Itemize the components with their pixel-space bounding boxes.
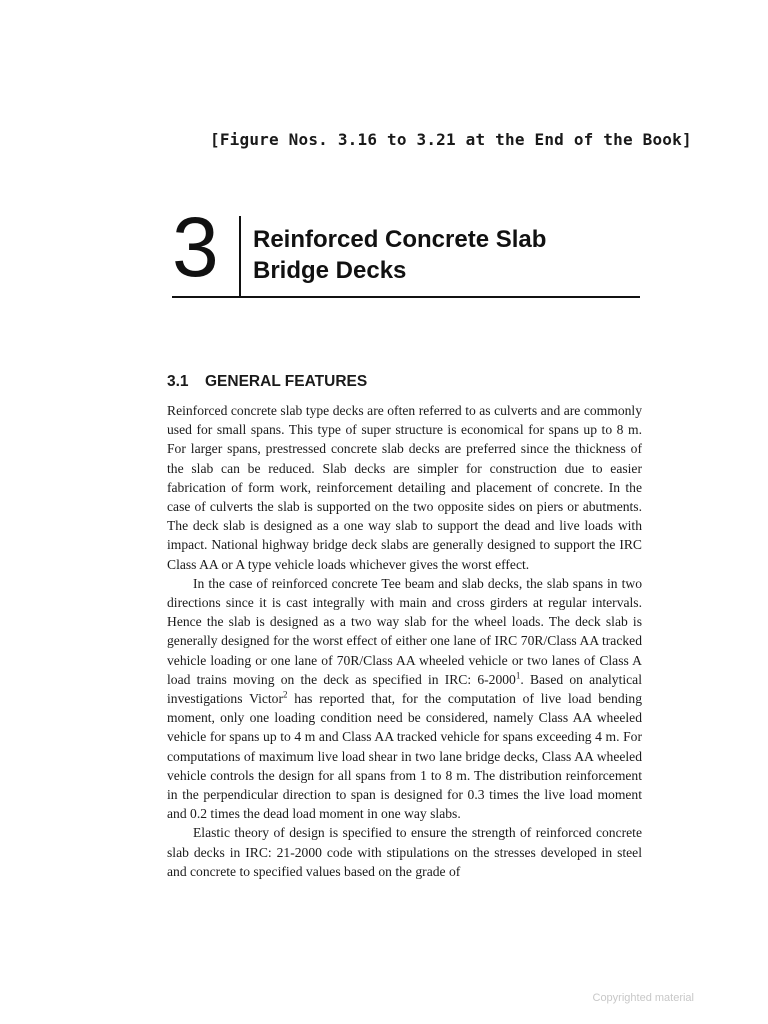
section-heading — [167, 373, 367, 391]
chapter-header — [172, 200, 640, 296]
section-title: GENERAL FEATURES — [205, 373, 368, 390]
copyright-watermark: Copyrighted material — [592, 992, 694, 1004]
paragraph-2-part-b: . Based on analytical investigations Victor — [167, 671, 642, 707]
chapter-number: 3 — [172, 200, 219, 294]
chapter-title-line-1: Reinforced Concrete Slab — [253, 226, 547, 253]
figure-reference-note: [Figure Nos. 3.16 to 3.21 at the End of the Book] — [210, 130, 692, 149]
paragraph-2-part-c: has reported that, for the computation of live load bending moment, only one loading condition need be considered, namely Class AA wheeled vehicle for spans up to 4 m and Class AA tracked vehicle for spans exceeding 4 m. For computations of maximum live load shear in two lane bridge decks, Class AA wheeled vehicle controls the design for all spans from 1 to 8 m. The distribution reinforcement in the perpendicular direction to span is designed for 0.3 times the live load moment and 0.2 times the dead load moment in one way slabs. — [167, 691, 642, 822]
chapter-title-line-2: Bridge Decks — [253, 257, 407, 284]
paragraph-2 — [167, 574, 642, 824]
paragraph-3: Elastic theory of design is specified to ensure the strength of reinforced concrete slab decks in IRC: 21-2000 code with stipulations on the stresses developed in steel and concrete to specified values based on the grade of — [167, 825, 642, 879]
paragraph-2-part-a: In the case of reinforced concrete Tee beam and slab decks, the slab spans in two directions since it is cast integrally with main and cross girders at regular intervals. Hence the slab is designed as a two way slab for the wheel loads. The deck slab is generally designed for the worst effect of either one lane of IRC 70R/Class AA tracked vehicle loading or one lane of 70R/Class AA wheeled vehicle or two lanes of Class A load trains moving on the deck as specified in IRC: 6-2000 — [167, 575, 642, 687]
paragraph-1: Reinforced concrete slab type decks are often referred to as culverts and are commonly used for small spans. This type of super structure is economical for spans up to 8 m. For larger spans, prestressed concrete slab decks are preferred since the thickness of the slab can be reduced. Slab decks are simpler for construction due to easier fabrication of form work, reinforcement detailing and placement of concrete. In the case of culverts the slab is supported on the two opposite sides on piers or abutments. The deck slab is designed as a one way slab to support the dead and live loads with impact. National highway bridge deck slabs are generally designed to support the IRC Class AA or A type vehicle loads whichever gives the worst effect. — [167, 403, 642, 572]
chapter-rule — [172, 296, 640, 298]
chapter-title — [253, 224, 633, 286]
footnote-ref-1: 1 — [515, 670, 521, 681]
body-text — [167, 401, 642, 881]
section-number: 3.1 — [167, 373, 189, 390]
footnote-ref-2: 2 — [282, 689, 288, 700]
chapter-divider — [239, 216, 241, 296]
